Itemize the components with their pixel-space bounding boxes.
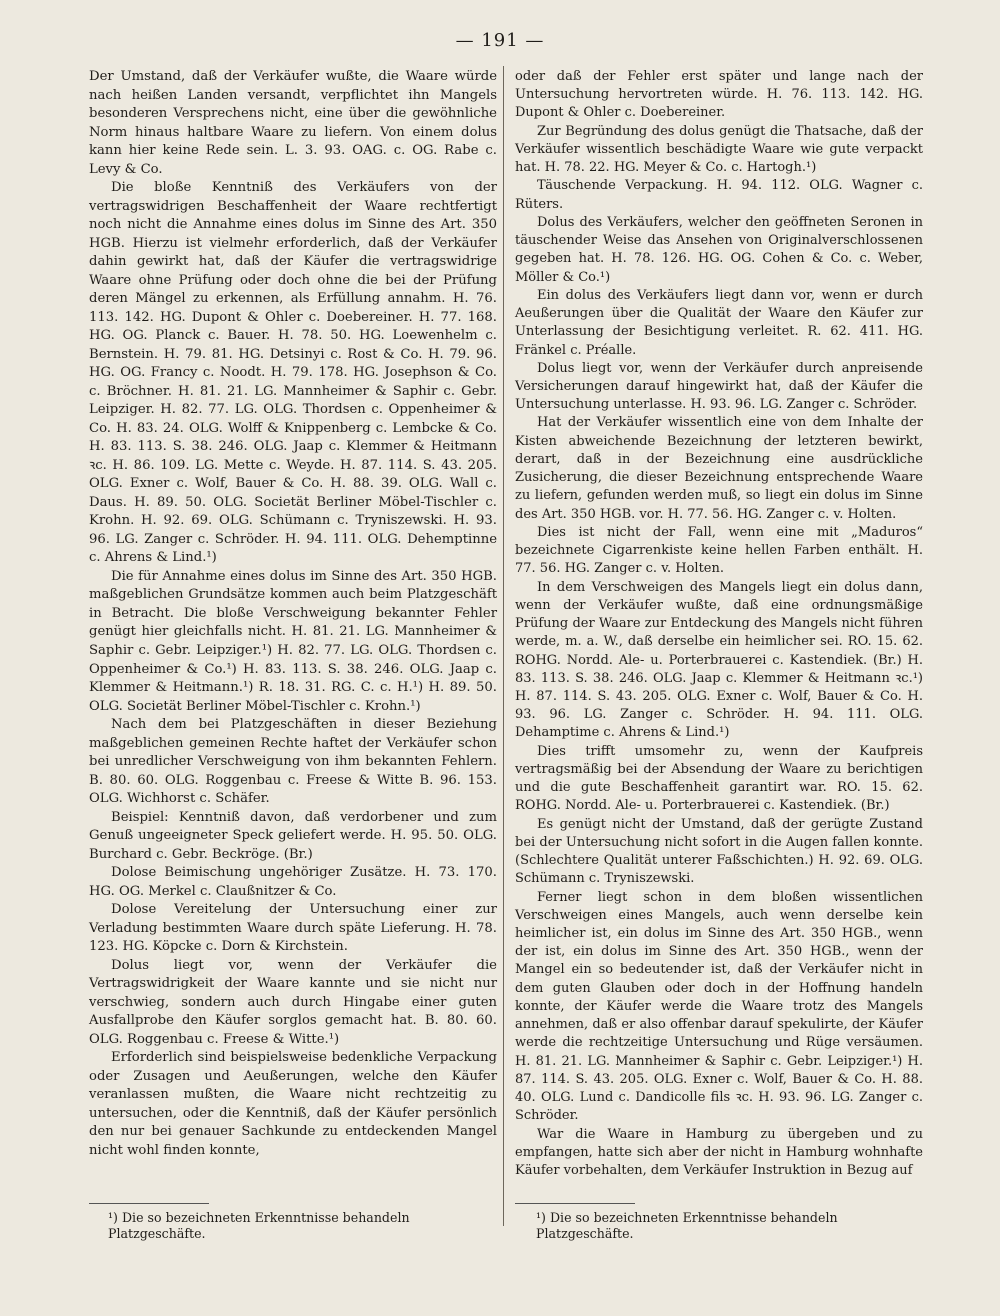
paragraph: oder daß der Fehler erst später und lange nach der Untersuchung hervortreten würde. H. 76. 113. 142. HG. Dupont & Ohler c. Doebereiner.: [515, 69, 923, 121]
paragraph: In dem Verschweigen des Mangels liegt ein dolus dann, wenn der Verkäufer wußte, daß eine ordnungsmäßige Prüfung der Waare zur Entdeckung des Mangels nicht führen werde, m. a. W., daß derselbe ein heimlicher sei. RO. 15. 62. ROHG. Nordd. Ale- u. Porterbrauerei c. Kastendiek. (Br.) H. 83. 113. S. 38. 246. OLG. Jaap c. Klemmer & Heitmann ꝛc.¹) H. 87. 114. S. 43. 205. OLG. Exner c. Wolf, Bauer & Co. H. 93. 96. LG. Zanger c. Schröder. H. 94. 111. OLG. Dehamptime c. Ahrens & Lind.¹): [515, 579, 923, 741]
paragraph: Dolus liegt vor, wenn der Verkäufer durch anpreisende Versicherungen darauf hingewirkt hat, daß der Käufer die Untersuchung unterlasse. H. 93. 96. LG. Zanger c. Schröder.: [515, 360, 923, 413]
right-column: [515, 68, 923, 1180]
paragraph: Der Umstand, daß der Verkäufer wußte, die Waare würde nach heißen Landen versandt, verpflichtet ihn Mangels besonderen Versprechens nicht, eine über die gewöhnliche Norm hinaus haltbare Waare zu liefern. Von einem dolus kann hier keine Rede sein. L. 3. 93. OAG. c. OG. Rabe c. Levy & Co.: [89, 69, 497, 177]
page-number: — 191 —: [455, 30, 545, 51]
paragraph: Beispiel: Kenntniß davon, daß verdorbener und zum Genuß ungeeigneter Speck geliefert werde. H. 95. 50. OLG. Burchard c. Gebr. Beckröge. (Br.): [89, 809, 497, 862]
paragraph: Erforderlich sind beispielsweise bedenkliche Verpackung oder Zusagen und Aeußerungen, welche den Käufer veranlassen mußten, die Waare nicht rechtzeitig zu untersuchen, oder die Kenntniß, daß der Käufer persönlich den nur bei genauer Sachkunde zu entdeckenden Mangel nicht wohl finden konnte,: [89, 1050, 497, 1158]
paragraph: Dies ist nicht der Fall, wenn eine mit „Maduros“ bezeichnete Cigarrenkiste keine hellen Farben enthält. H. 77. 56. HG. Zanger c. v. Holten.: [515, 524, 923, 577]
left-column: [89, 68, 497, 1160]
paragraph: Es genügt nicht der Umstand, daß der gerügte Zustand bei der Untersuchung nicht sofort in die Augen fallen konnte. (Schlechtere Qualität unterer Faßschichten.) H. 92. 69. OLG. Schümann c. Tryniszewski.: [515, 816, 923, 887]
paragraph: Dies trifft umsomehr zu, wenn der Kaufpreis vertragsmäßig bei der Absendung der Waare zu berichtigen und die gute Beschaffenheit garantirt war. RO. 15. 62. ROHG. Nordd. Ale- u. Porterbrauerei c. Kastendiek. (Br.): [515, 743, 923, 814]
paragraph: Täuschende Verpackung. H. 94. 112. OLG. Wagner c. Rüters.: [515, 178, 923, 212]
paragraph: Dolose Beimischung ungehöriger Zusätze. H. 73. 170. HG. OG. Merkel c. Claußnitzer & Co.: [89, 865, 497, 899]
paragraph: Dolose Vereitelung der Untersuchung einer zur Verladung bestimmten Waare durch späte Lieferung. H. 78. 123. HG. Köpcke c. Dorn & Kirchstein.: [89, 902, 497, 955]
paragraph: Zur Begründung des dolus genügt die Thatsache, daß der Verkäufer wissentlich beschädigte Waare wie gute verpackt hat. H. 78. 22. HG. Meyer & Co. c. Hartogh.¹): [515, 123, 923, 176]
column-divider: [503, 66, 504, 1226]
footnote-rule: [89, 1203, 209, 1204]
paragraph: Hat der Verkäufer wissentlich eine von dem Inhalte der Kisten abweichende Bezeichnung der letzteren bewirkt, derart, daß in der Bezeichnung eine ausdrückliche Zusicherung, die dieser Bezeichnung entsprechende Waare zu liefern, gefunden werden muß, so liegt ein dolus im Sinne des Art. 350 HGB. vor. H. 77. 56. HG. Zanger c. v. Holten.: [515, 415, 923, 522]
paragraph: Die bloße Kenntniß des Verkäufers von der vertragswidrigen Beschaffenheit der Waare rechtfertigt noch nicht die Annahme eines dolus im Sinne des Art. 350 HGB. Hierzu ist vielmehr erforderlich, daß der Verkäufer dahin gewirkt hat, daß der Käufer die vertragswidrige Waare ohne Prüfung oder doch ohne die bei der Prüfung deren Mängel zu erkennen, als Erfüllung annahm. H. 76. 113. 142. HG. Dupont & Ohler c. Doebereiner. H. 77. 168. HG. OG. Planck c. Bauer. H. 78. 50. HG. Loewenhelm c. Bernstein. H. 79. 81. HG. Detsinyi c. Rost & Co. H. 79. 96. HG. OG. Francy c. Noodt. H. 79. 178. HG. Josephson & Co. c. Bröchner. H. 81. 21. LG. Mannheimer & Saphir c. Gebr. Leipziger. H. 82. 77. LG. OLG. Thordsen c. Oppenheimer & Co. H. 83. 24. OLG. Wolff & Knippenberg c. Lembcke & Co. H. 83. 113. S. 38. 246. OLG. Jaap c. Klemmer & Heitmann ꝛc. H. 86. 109. LG. Mette c. Weyde. H. 87. 114. S. 43. 205. OLG. Exner c. Wolf, Bauer & Co. H. 88. 39. OLG. Wall c. Daus. H. 89. 50. OLG. Societät Berliner Möbel-Tischler c. Krohn. H. 92. 69. OLG. Schümann c. Tryniszewski. H. 93. 96. LG. Zanger c. Schröder. H. 94. 111. OLG. Dehemptinne c. Ahrens & Lind.¹): [89, 180, 497, 566]
paragraph: War die Waare in Hamburg zu übergeben und zu empfangen, hatte sich aber der nicht in Hamburg wohnhafte Käufer vorbehalten, dem Verkäufer Instruktion in Bezug auf: [515, 1126, 923, 1179]
paragraph: Ein dolus des Verkäufers liegt dann vor, wenn er durch Aeußerungen über die Qualität der Waare den Käufer zur Unterlassung der Besichtigung verleitet. R. 62. 411. HG. Fränkel c. Préalle.: [515, 287, 923, 358]
footnote-rule: [515, 1203, 635, 1204]
footnote: ¹) Die so bezeichneten Erkenntnisse behandeln Platzgeschäfte.: [536, 1210, 838, 1241]
footnote: ¹) Die so bezeichneten Erkenntnisse behandeln Platzgeschäfte.: [108, 1210, 410, 1241]
paragraph: Die für Annahme eines dolus im Sinne des Art. 350 HGB. maßgeblichen Grundsätze kommen auch beim Platzgeschäft in Betracht. Die bloße Verschweigung bekannter Fehler genügt hier gleichfalls nicht. H. 81. 21. LG. Mannheimer & Saphir c. Gebr. Leipziger.¹) H. 82. 77. LG. OLG. Thordsen c. Oppenheimer & Co.¹) H. 83. 113. S. 38. 246. OLG. Jaap c. Klemmer & Heitmann.¹) R. 18. 31. RG. C. c. H.¹) H. 89. 50. OLG. Societät Berliner Möbel-Tischler c. Krohn.¹): [89, 568, 497, 714]
paragraph: Ferner liegt schon in dem bloßen wissentlichen Verschweigen eines Mangels, auch wenn derselbe kein heimlicher ist, ein dolus im Sinne des Art. 350 HGB., wenn der ist, ein dolus im Sinne des Art. 350 HGB., wenn der Mangel ein so bedeutender ist, daß der Verkäufer nicht in dem guten Glauben oder doch in der Hoffnung handeln konnte, der Käufer werde die Waare trotz des Mangels annehmen, daß er also offenbar darauf spekulirte, der Käufer werde die rechtzeitige Untersuchung und Rüge versäumen. H. 81. 21. LG. Mannheimer & Saphir c. Gebr. Leipziger.¹) H. 87. 114. S. 43. 205. OLG. Exner c. Wolf, Bauer & Co. H. 88. 40. OLG. Lund c. Dandicolle fils ꝛc. H. 93. 96. LG. Zanger c. Schröder.: [515, 889, 923, 1124]
paragraph: Dolus liegt vor, wenn der Verkäufer die Vertragswidrigkeit der Waare kannte und sie nicht nur verschwieg, sondern auch durch Hingabe einer guten Ausfallprobe den Käufer sorglos gemacht hat. B. 80. 60. OLG. Roggenbau c. Freese & Witte.¹): [89, 957, 497, 1047]
paragraph: Nach dem bei Platzgeschäften in dieser Beziehung maßgeblichen gemeinen Rechte haftet der Verkäufer schon bei unredlicher Verschweigung von ihm bekannten Fehlern. B. 80. 60. OLG. Roggenbau c. Freese & Witte B. 96. 153. OLG. Wichhorst c. Schäfer.: [89, 717, 497, 807]
paragraph: Dolus des Verkäufers, welcher den geöffneten Seronen in täuschender Weise das Ansehen von Originalverschlossenen gegeben hat. H. 78. 126. HG. OG. Cohen & Co. c. Weber, Möller & Co.¹): [515, 214, 923, 285]
